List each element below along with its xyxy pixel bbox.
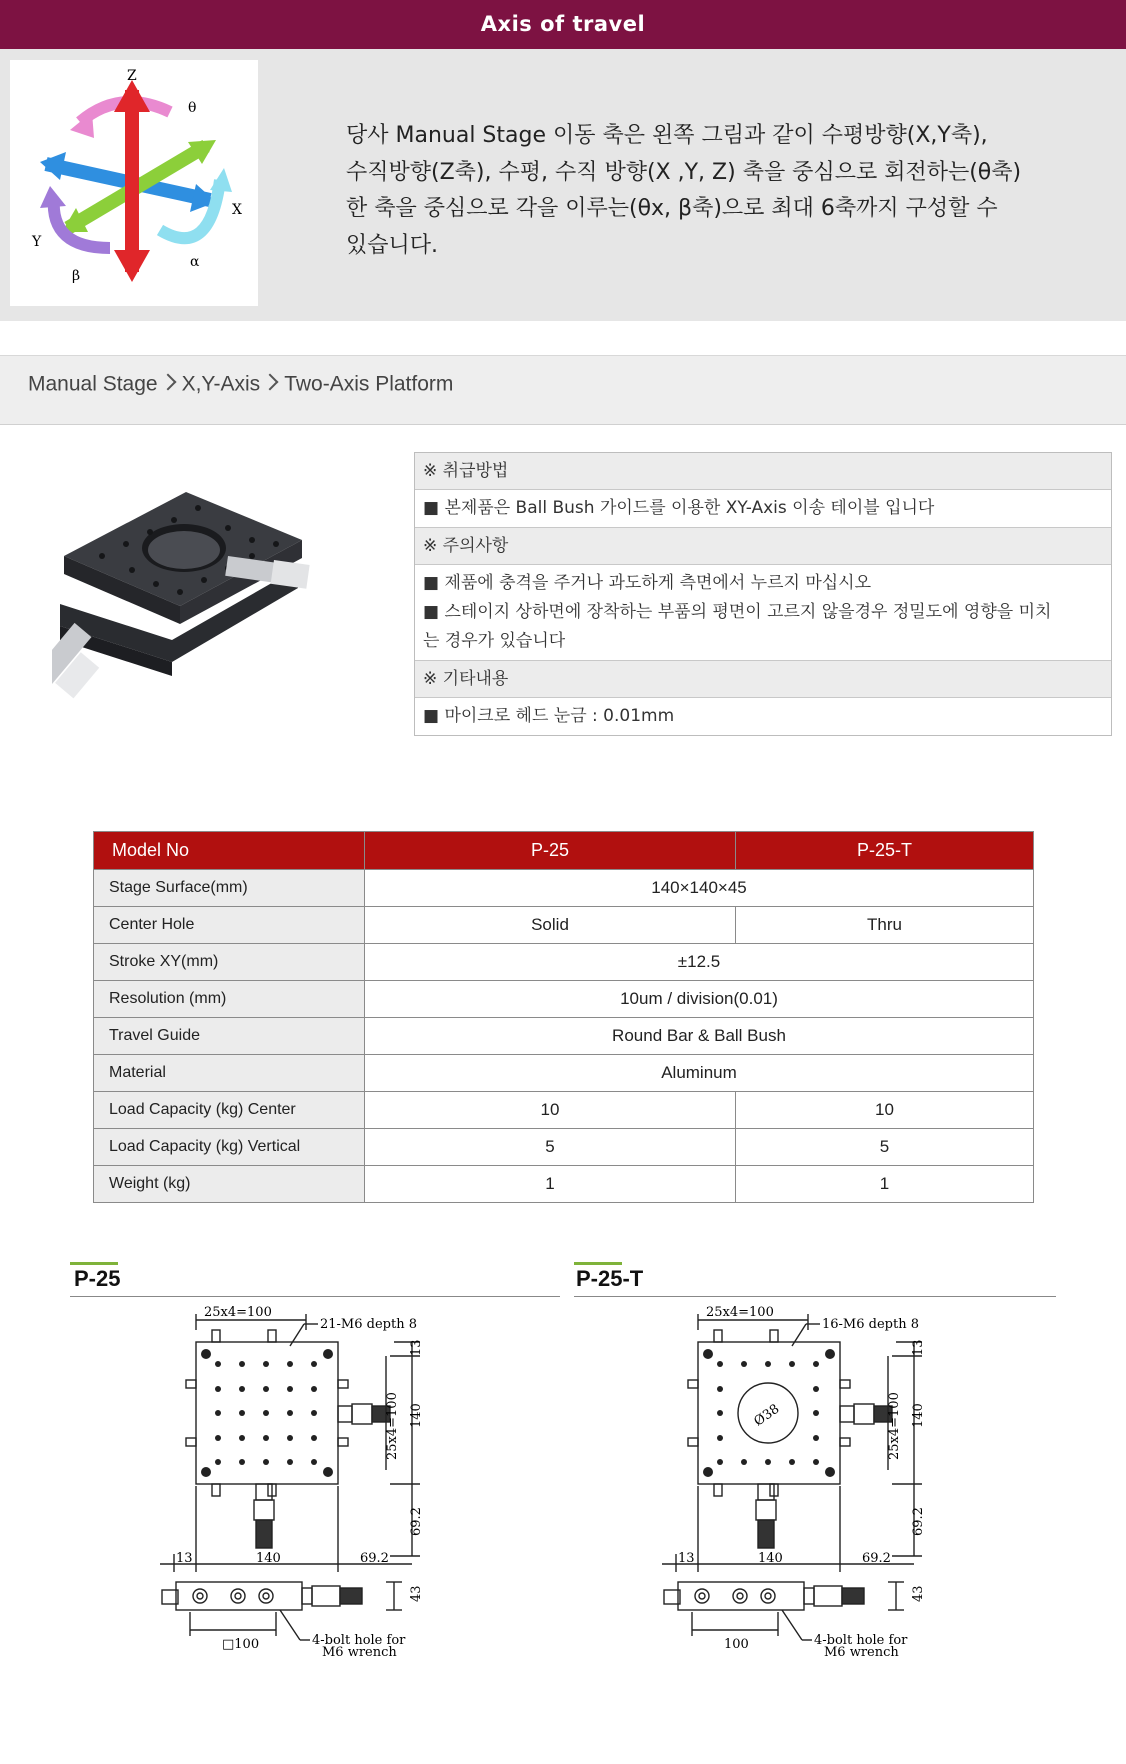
dim-13-left: 13	[176, 1551, 193, 1566]
row-label: Center Hole	[94, 907, 365, 944]
drawing-title-p25: P-25	[74, 1266, 121, 1291]
center-hole-label: Ø38	[751, 1401, 783, 1430]
row-value: Aluminum	[365, 1055, 1034, 1092]
spec-header-row	[94, 832, 1034, 870]
dim-13-top: 13	[911, 1339, 926, 1356]
dim-height: 43	[911, 1585, 926, 1602]
dim-692-side: 69.2	[911, 1507, 926, 1536]
drawing-title-p25t: P-25-T	[576, 1266, 644, 1291]
dim-inner: 25x4=100	[385, 1392, 400, 1460]
holes-note: 16-M6 depth 8	[822, 1317, 919, 1332]
row-value-p25: Solid	[365, 907, 736, 944]
title-divider	[70, 1296, 560, 1297]
drawing-p25t	[652, 1300, 1002, 1700]
row-label: Stage Surface(mm)	[94, 870, 365, 907]
row-label: Stroke XY(mm)	[94, 944, 365, 981]
header-p25: P-25	[365, 832, 736, 870]
table-row	[94, 907, 1034, 944]
table-row	[94, 1129, 1034, 1166]
row-label: Travel Guide	[94, 1018, 365, 1055]
table-row	[94, 981, 1034, 1018]
alpha-label: α	[190, 254, 200, 270]
row-value: Round Bar & Ball Bush	[365, 1018, 1034, 1055]
bolt-note: M6 wrench	[322, 1645, 397, 1660]
holes-note: 21-M6 depth 8	[320, 1317, 417, 1332]
row-label: Weight (kg)	[94, 1166, 365, 1203]
dim-side: 140	[911, 1403, 926, 1428]
row-value-p25t: 10	[736, 1092, 1034, 1129]
dim-top: 25x4=100	[706, 1305, 774, 1320]
row-value: ±12.5	[365, 944, 1034, 981]
dim-692-bottom: 69.2	[360, 1551, 389, 1566]
row-label: Resolution (mm)	[94, 981, 365, 1018]
breadcrumb-item[interactable]: Two-Axis Platform	[284, 372, 454, 396]
beta-label: β	[72, 268, 81, 284]
row-value: 140×140×45	[365, 870, 1034, 907]
row-value-p25t: 1	[736, 1166, 1034, 1203]
title-accent	[574, 1262, 622, 1265]
row-value-p25t: Thru	[736, 907, 1034, 944]
row-value-p25: 5	[365, 1129, 736, 1166]
notes-body-caution	[415, 565, 1111, 661]
title-divider	[574, 1296, 1056, 1297]
page-header: Axis of travel	[0, 0, 1126, 49]
table-row	[94, 1055, 1034, 1092]
z-axis-label: Z	[127, 68, 137, 84]
table-row	[94, 870, 1034, 907]
notes-line: ■ 본제품은 Ball Bush 가이드를 이용한 XY-Axis 이송 테이블 입니다	[423, 498, 935, 518]
axis-illustration	[10, 60, 258, 306]
spec-table	[93, 831, 1034, 1203]
row-value-p25: 10	[365, 1092, 736, 1129]
notes-line: ■ 마이크로 헤드 눈금 : 0.01mm	[423, 706, 675, 726]
axis-description-line: 한 축을 중심으로 각을 이루는(θx, β축)으로 최대 6축까지 구성할 수	[346, 196, 998, 221]
x-axis-label: X	[232, 202, 242, 218]
axis-description-line: 수직방향(Z축), 수평, 수직 방향(X ,Y, Z) 축을 중심으로 회전하는(θ축)	[346, 159, 1022, 185]
axis-diagram-icon	[10, 60, 258, 306]
header-p25t: P-25-T	[736, 832, 1034, 870]
chevron-right-icon	[262, 374, 279, 391]
row-value: 10um / division(0.01)	[365, 981, 1034, 1018]
notes-heading-handling: ※ 취급방법	[415, 453, 1111, 490]
notes-line: ■ 스테이지 상하면에 장착하는 부품의 평면이 고르지 않을경우 정밀도에 영향을 미치	[423, 602, 1052, 622]
notes-box	[414, 452, 1112, 736]
row-value-p25: 1	[365, 1166, 736, 1203]
dim-bottom: 140	[256, 1551, 281, 1566]
dim-692-bottom: 69.2	[862, 1551, 891, 1566]
row-label: Load Capacity (kg) Center	[94, 1092, 365, 1129]
breadcrumb-item[interactable]: Manual Stage	[28, 372, 158, 396]
notes-line: ■ 제품에 충격을 주거나 과도하게 측면에서 누르지 마십시오	[423, 573, 872, 593]
notes-line: 는 경우가 있습니다	[423, 631, 566, 651]
dim-bolt: 100	[724, 1637, 749, 1652]
dim-inner: 25x4=100	[887, 1392, 902, 1460]
notes-body-handling	[415, 490, 1111, 528]
technical-drawing	[652, 1300, 1002, 1700]
row-label: Material	[94, 1055, 365, 1092]
bolt-note: 4-bolt hole for	[814, 1633, 908, 1648]
axis-description-line: 당사 Manual Stage 이동 축은 왼쪽 그림과 같이 수평방향(X,Y축),	[346, 123, 988, 148]
dim-bolt: □100	[222, 1637, 260, 1652]
table-row	[94, 1092, 1034, 1129]
stage-photo-icon	[52, 480, 362, 710]
row-value-p25t: 5	[736, 1129, 1034, 1166]
product-photo	[52, 480, 362, 710]
bolt-note: 4-bolt hole for	[312, 1633, 406, 1648]
dim-height: 43	[409, 1585, 424, 1602]
table-row	[94, 944, 1034, 981]
technical-drawing	[150, 1300, 500, 1700]
axis-description-line: 있습니다.	[346, 232, 439, 258]
breadcrumb	[28, 372, 453, 396]
dim-side: 140	[409, 1403, 424, 1428]
theta-label: θ	[188, 100, 197, 116]
header-model-no: Model No	[94, 832, 365, 870]
dim-13-top: 13	[409, 1339, 424, 1356]
row-label: Load Capacity (kg) Vertical	[94, 1129, 365, 1166]
dim-top: 25x4=100	[204, 1305, 272, 1320]
breadcrumb-item[interactable]: X,Y-Axis	[181, 372, 261, 396]
y-axis-label: Y	[32, 234, 42, 250]
notes-heading-other: ※ 기타내용	[415, 661, 1111, 698]
dim-692-side: 69.2	[409, 1507, 424, 1536]
dim-13-left: 13	[678, 1551, 695, 1566]
notes-body-other	[415, 698, 1111, 735]
notes-heading-caution: ※ 주의사항	[415, 528, 1111, 565]
chevron-right-icon	[159, 374, 176, 391]
table-row	[94, 1166, 1034, 1203]
title-accent	[70, 1262, 118, 1265]
dim-bottom: 140	[758, 1551, 783, 1566]
table-row	[94, 1018, 1034, 1055]
bolt-note: M6 wrench	[824, 1645, 899, 1660]
drawing-p25	[150, 1300, 500, 1700]
axis-description	[346, 118, 1086, 264]
